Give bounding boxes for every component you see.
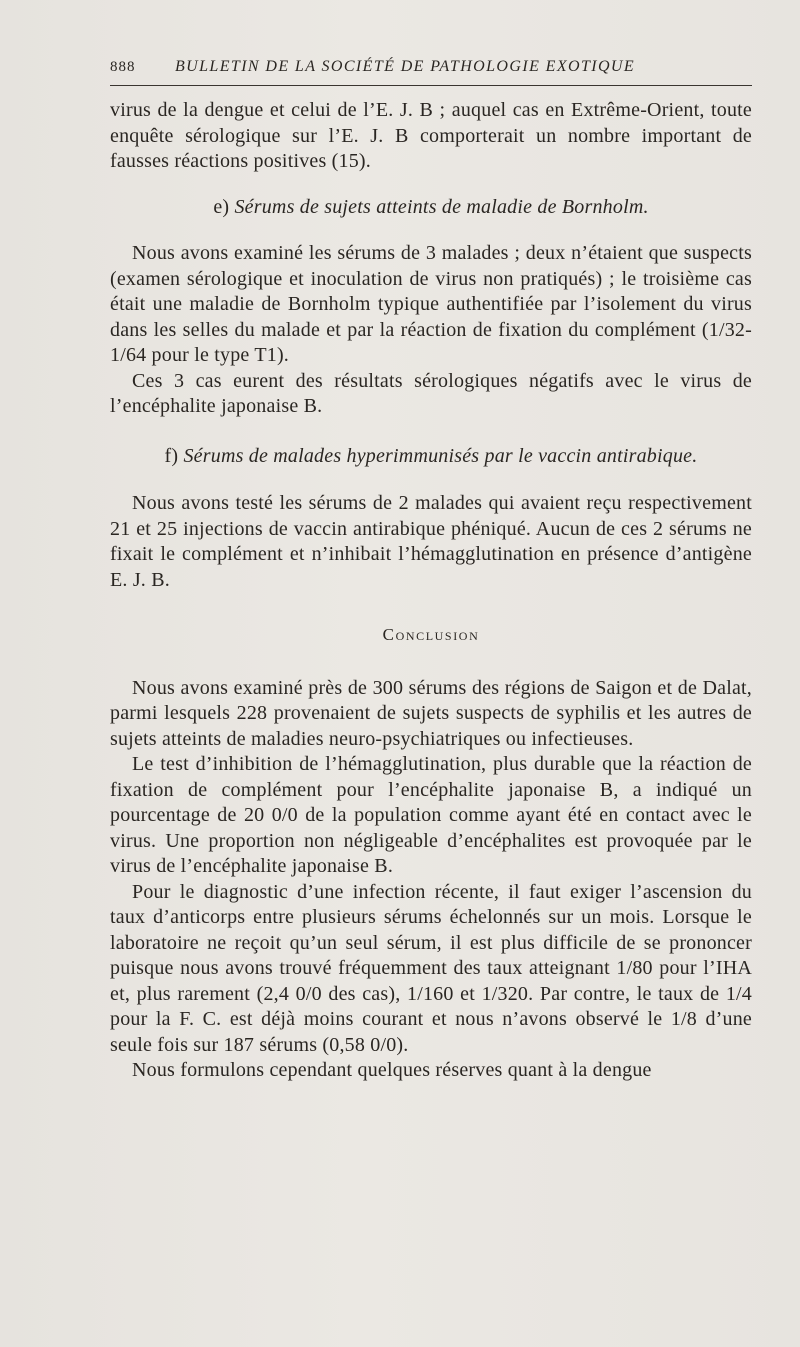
- paragraph-conclusion-1: Nous avons examiné près de 300 sérums des régions de Saigon et de Dalat, parmi lesquels 228 provenaient de sujets suspects de syphilis et les autres de sujets atteints de maladies neuro-psychiatriques ou infectieuses.: [110, 676, 752, 750]
- paragraph-conclusion-2: Le test d’inhibition de l’hémagglutination, plus durable que la réaction de fixation de complément pour l’encéphalite japonaise B, a indiqué un pourcentage de 20 0/0 de la population comme ayant été en contact avec le virus. Une proportion non négligeable d’encéphalites est provoquée par le virus de l’encéphalite japonaise B.: [110, 753, 752, 877]
- paragraph-bornholm-sera: Nous avons examiné les sérums de 3 malades ; deux n’étaient que suspects (examen sérologique et inoculation de virus non pratiqués) ; le troisième cas était une maladie de Bornholm typique authentifiée par l’isolement du virus dans les selles du malade et par la réaction de fixation du complément (1/32-1/64 pour le type T1).: [110, 242, 752, 366]
- section-f-letter: f): [164, 444, 179, 467]
- paragraph-continued: virus de la dengue et celui de l’E. J. B ; auquel cas en Extrême-Orient, toute enquête sérologique sur l’E. J. B comporterait un nombre important de fausses réactions positives (15).: [110, 99, 752, 172]
- section-f-title: Sérums de malades hyperimmunisés par le vaccin antirabique.: [183, 444, 698, 467]
- section-heading-f: [110, 444, 752, 470]
- section-heading-e: [110, 195, 752, 221]
- running-title: BULLETIN DE LA SOCIÉTÉ DE PATHOLOGIE EXOTIQUE: [175, 58, 636, 75]
- paragraph-conclusion-3: Pour le diagnostic d’une infection récente, il faut exiger l’ascension du taux d’anticorps entre plusieurs sérums échelonnés sur un mois. Lorsque le laboratoire ne reçoit qu’un seul sérum, il est plus difficile de se prononcer puisque nous avons trouvé fréquemment des taux atteignant 1/80 pour l’IHA et, plus rarement (2,4 0/0 des cas), 1/160 et 1/320. Par contre, le taux de 1/4 pour la F. C. est déjà moins courant et nous n’avons observé le 1/8 d’une seule fois sur 187 sérums (0,58 0/0).: [110, 880, 752, 1056]
- section-e-title: Sérums de sujets atteints de maladie de Bornholm.: [234, 195, 649, 218]
- section-e-letter: e): [213, 195, 230, 218]
- body-text: [110, 98, 752, 1084]
- page-header: [110, 57, 752, 86]
- paragraph-conclusion-4: Nous formulons cependant quelques réserves quant à la dengue: [132, 1059, 652, 1081]
- page-number: 888: [110, 59, 136, 75]
- paragraph-bornholm-results: Ces 3 cas eurent des résultats sérologiques négatifs avec le virus de l’encéphalite japonaise B.: [110, 369, 752, 417]
- paragraph-antirabies-sera: Nous avons testé les sérums de 2 malades qui avaient reçu respectivement 21 et 25 injections de vaccin antirabique phéniqué. Aucun de ces 2 sérums ne fixait le complément et n’inhibait l’hémagglutination en présence d’antigène E. J. B.: [110, 492, 752, 591]
- conclusion-heading: Conclusion: [382, 625, 480, 644]
